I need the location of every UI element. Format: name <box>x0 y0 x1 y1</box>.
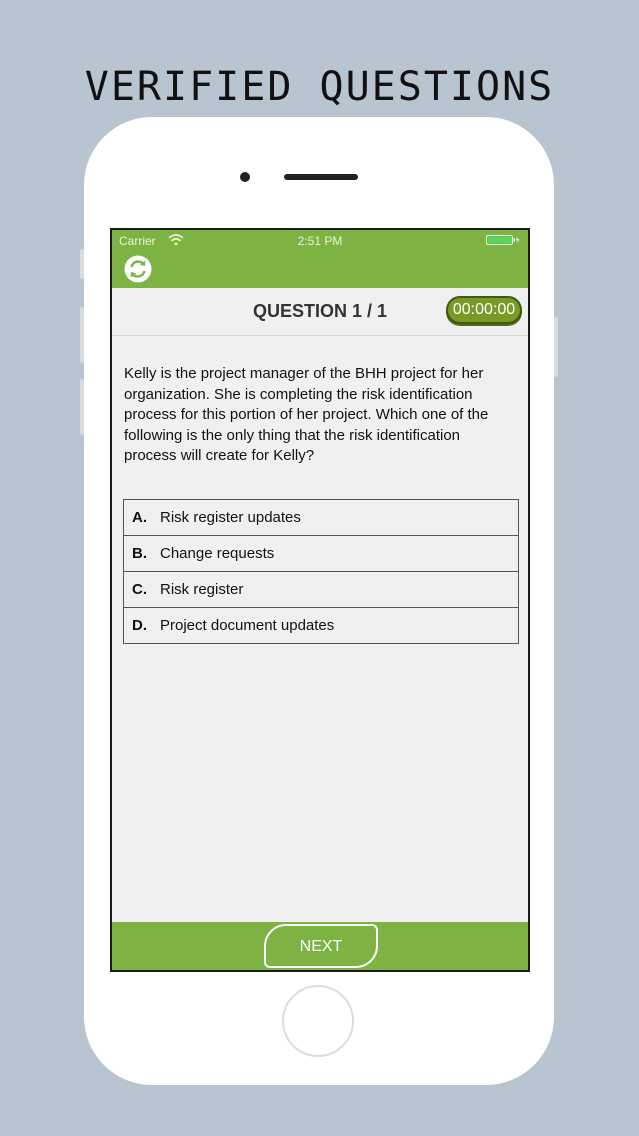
question-header <box>112 288 528 336</box>
phone-volume-up <box>80 307 84 363</box>
battery-icon <box>486 235 520 245</box>
status-time: 2:51 PM <box>297 234 343 248</box>
option-letter: A. <box>132 509 147 526</box>
option-letter: D. <box>132 617 147 634</box>
option-text: Change requests <box>160 545 275 562</box>
answer-option-d[interactable] <box>123 607 519 644</box>
phone-home-button[interactable] <box>282 985 354 1057</box>
phone-volume-down <box>80 379 84 435</box>
next-button[interactable]: NEXT <box>264 924 378 968</box>
option-text: Risk register updates <box>160 509 301 526</box>
question-counter: QUESTION 1 / 1 <box>252 301 388 321</box>
status-bar <box>112 230 528 250</box>
refresh-icon[interactable] <box>124 255 152 283</box>
option-text: Project document updates <box>160 617 335 634</box>
phone-speaker <box>284 174 358 180</box>
app-screen <box>110 228 530 972</box>
status-carrier: Carrier <box>119 234 156 248</box>
answer-option-a[interactable] <box>123 499 519 536</box>
question-text: Kelly is the project manager of the BHH project for her organization. She is completing the risk identification process for this portion of her project. Which one of the following is the only thing that the risk identification process will create for Kelly? <box>124 365 489 464</box>
option-letter: C. <box>132 581 147 598</box>
phone-side-button <box>80 249 84 279</box>
phone-power-button <box>554 317 558 377</box>
answer-option-c[interactable] <box>123 571 519 608</box>
option-letter: B. <box>132 545 147 562</box>
promo-headline: VERIFIED QUESTIONS <box>84 64 555 110</box>
bottom-bar <box>112 922 528 970</box>
option-text: Risk register <box>160 581 244 598</box>
phone-camera <box>240 172 250 182</box>
timer-badge: 00:00:00 <box>446 296 522 324</box>
nav-bar <box>112 250 528 288</box>
answer-option-b[interactable] <box>123 535 519 572</box>
answer-options <box>123 499 519 644</box>
